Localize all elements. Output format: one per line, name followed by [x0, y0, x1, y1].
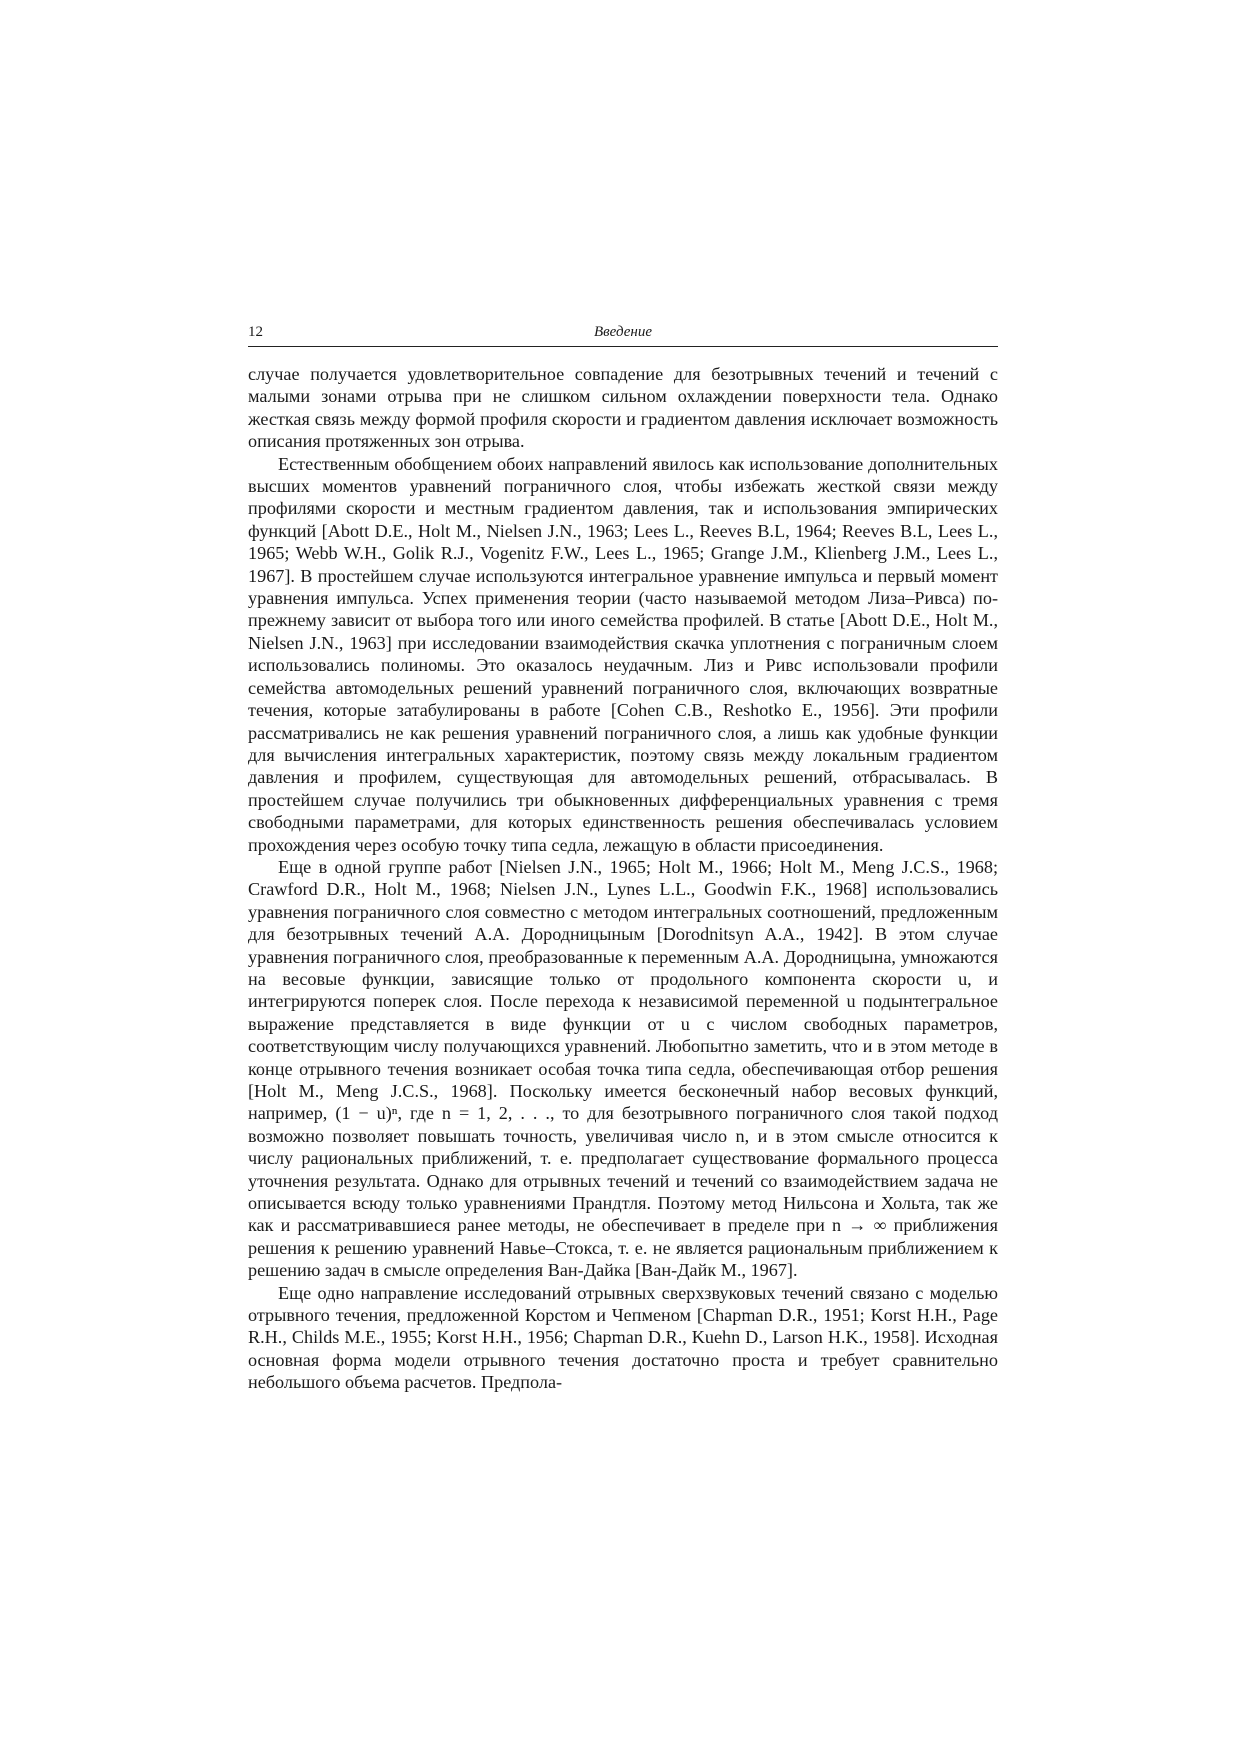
section-title: Введение [594, 324, 652, 340]
paragraph-continuation: случае получается удовлетворительное совпадение для безотрывных течений и течений с малыми зонами отрыва при не слишком сильном охлаждении поверхности тела. Однако жесткая связь между формой профиля скорости и градиентом давления исключает возможность описания протяженных зон отрыва. [248, 364, 998, 452]
paragraph-integral-relations: Еще в одной группе работ [Nielsen J.N., 1965; Holt M., 1966; Holt M., Meng J.C.S., 1968; Crawford D.R., Holt M., 1968; Nielsen J.N., Lynes L.L., Goodwin F.K., 1968] использовались уравнения пограничного слоя совместно с методом интегральных соотношений, предложенным для безотрывных течений А.А. Дородницыным [Dorodnitsyn A.A., 1942]. В этом случае уравнения пограничного слоя, преобразованные к переменным А.А. Дородницына, умножаются на весовые функции, зависящие только от продольного компонента скорости u, и интегрируются поперек слоя. После перехода к независимой переменной u подынтегральное выражение представляется в виде функции от u с числом свободных параметров, соответствующим числу получающихся уравнений. Любопытно заметить, что и в этом методе в конце отрывного течения возникает особая точка типа седла, обеспечивающая отбор решения [Holt M., Meng J.C.S., 1968]. Поскольку имеется бесконечный набор весовых функций, например, (1 − u)ⁿ, где n = 1, 2, . . ., то для безотрывного пограничного слоя такой подход возможно позволяет повышать точность, увеличивая число n, и в этом смысле относится к числу рациональных приближений, т. е. предполагает существование формального процесса уточнения результата. Однако для отрывных течений и течений со взаимодействием задача не описывается всюду только уравнениями Прандтля. Поэтому метод Нильсона и Хольта, так же как и рассматривавшиеся ранее методы, не обеспечивает в пределе при n → ∞ приближения решения к решению уравнений Навье–Стокса, т. е. не является рациональным приближением к решению задач в смысле определения Ван-Дайка [Ван-Дайк М., 1967]. [248, 856, 998, 1281]
paragraph-generalization: Естественным обобщением обоих направлений явилось как использование дополнительных высших моментов уравнений пограничного слоя, чтобы избежать жесткой связи между профилями скорости и местным градиентом давления, так и использования эмпирических функций [Abott D.E., Holt M., Nielsen J.N., 1963; Lees L., Reeves B.L, 1964; Reeves B.L, Lees L., 1965; Webb W.H., Golik R.J., Vogenitz F.W., Lees L., 1965; Grange J.M., Klienberg J.M., Lees L., 1967]. В простейшем случае используются интегральное уравнение импульса и первый момент уравнения импульса. Успех применения теории (часто называемой методом Лиза–Ривса) по-прежнему зависит от выбора того или иного семейства профилей. В статье [Abott D.E., Holt M., Nielsen J.N., 1963] при исследовании взаимодействия скачка уплотнения с пограничным слоем использовались полиномы. Это оказалось неудачным. Лиз и Ривс использовали профили семейства автомодельных решений уравнений пограничного слоя, включающих возвратные течения, которые затабулированы в работе [Cohen C.B., Reshotko E., 1956]. Эти профили рассматривались не как решения уравнений пограничного слоя, а лишь как удобные функции для вычисления интегральных характеристик, поэтому связь между локальным градиентом давления и профилем, существующая для автомодельных решений, отбрасывалась. В простейшем случае получились три обыкновенных дифференциальных уравнения с тремя свободными параметрами, для которых единственность решения обеспечивалась условием прохождения через особую точку типа седла, лежащую в области присоединения. [248, 453, 998, 855]
running-head [248, 322, 998, 347]
body-text [248, 363, 998, 1394]
book-page [248, 322, 998, 1394]
paragraph-separated-flow-model: Еще одно направление исследований отрывных сверхзвуковых течений связано с моделью отрывного течения, предложенной Корстом и Чепменом [Chapman D.R., 1951; Korst H.H., Page R.H., Childs M.E., 1955; Korst H.H., 1956; Chapman D.R., Kuehn D., Larson H.K., 1958]. Исходная основная форма модели отрывного течения достаточно проста и требует сравнительно небольшого объема расчетов. Предпола- [248, 1282, 998, 1393]
page-number: 12 [248, 324, 263, 340]
